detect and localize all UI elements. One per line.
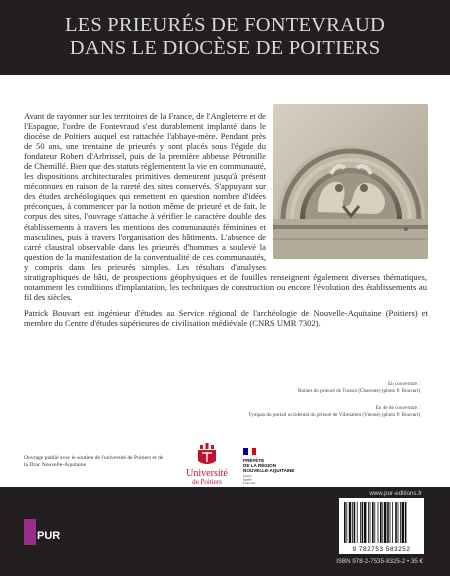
footer-band — [0, 487, 450, 576]
back-cover-body — [0, 75, 450, 487]
front-cover-caption-text: Ruines du prieuré de Tusson (Charente) (photo P. Bouvart) — [297, 387, 420, 394]
title-band — [0, 0, 450, 75]
back-cover-caption — [180, 405, 420, 418]
tympanum-photo — [273, 104, 428, 259]
motto-fraternite: Fraternité — [243, 481, 256, 485]
prefecture-line-2: DE LA RÉGION — [243, 463, 277, 468]
book-title-line-1: LES PRIEURÉS DE FONTEVRAUD — [64, 14, 386, 36]
prefecture-logo — [243, 447, 323, 487]
pur-logo-text: PUR — [37, 530, 61, 542]
front-cover-caption-label: En couverture : — [388, 381, 420, 387]
tympanum-image — [273, 104, 428, 259]
summary-text: Avant de rayonner sur les territoires de la France, de l'Angleterre et de l'Espagne, l'ordre de Fontevraud s'est durablement implanté dans le diocèse de Poitiers auquel est rattachée l'abbaye-mère. Pendant près de 50 ans, une trentaine de prieurés y sont placés sous l'égide du fondateur Robert d'Arbrissel, puis de la première abbesse Pétronille de Chemillé. Bien que des statuts réglementent la vie en communauté, les dispositions architecturales primitives demeurent jusqu'à présent méconnues en raison de la rareté des sites conservés. S'appuyant sur des études archéologiques qui remettent en question nombre d'idées préconçues, à commencer par la notion même de prieuré et de fait, le corpus des sites, l'ouvrage s'attache à vérifier le caractère double des établissements à travers les mentions des communautés féminines et masculines, puis à travers l'organisation des bâtiments. L'absence de carré claustral observable dans les prieurés d'hommes a soulevé la question de la manifestation de la conventualité de ces communautés, y compris dans les prieurés simples. Les résultats d'analyses stratigraphiques de bâti, de prospections géophysiques et de fouilles renseignent également diverses thématiques, notamment les conditions d'implantation, les techniques de construction ou encore l'évolution des établissements au fil des siècles. — [24, 111, 427, 302]
back-cover-caption-text: Tympan du portail occidental du prieuré de Villesalem (Vienne) (photo P. Bouvart) — [248, 411, 420, 418]
motto-liberte: Liberté — [243, 474, 252, 478]
back-cover-caption-label: En 4e de couverture : — [375, 405, 420, 411]
summary-block — [24, 111, 427, 302]
universite-logo-line-1: Université — [186, 468, 228, 479]
universite-poitiers-logo — [183, 443, 231, 489]
book-title-line-2: DANS LE DIOCÈSE DE POITIERS — [69, 37, 381, 59]
barcode — [339, 498, 424, 545]
barcode-digits: 9 782753 583252 — [339, 545, 424, 554]
front-cover-caption — [180, 381, 420, 394]
pur-publisher-logo — [24, 519, 62, 545]
barcode-image — [339, 498, 424, 545]
prefecture-line-3: NOUVELLE-AQUITAINE — [243, 468, 295, 473]
motto-egalite: Égalité — [243, 477, 252, 482]
universite-logo-line-2: de Poitiers — [192, 478, 222, 486]
prefecture-line-1: PRÉFÈTE — [243, 458, 265, 463]
publisher-url: www.pur-editions.fr — [369, 490, 422, 497]
isbn-price: ISBN 978-2-7535-8325-2 • 35 € — [336, 558, 423, 565]
support-note: Ouvrage publié avec le soutien de l'université de Poitiers et de la Drac Nouvelle-Aquitaine — [24, 455, 164, 469]
author-bio: Patrick Bouvart est ingénieur d'études au Service régional de l'archéologie de Nouvelle-Aquitaine (Poitiers) et membre du Centre d'études supérieures de civilisation médiévale (CNRS UMR 7302). — [24, 308, 428, 329]
